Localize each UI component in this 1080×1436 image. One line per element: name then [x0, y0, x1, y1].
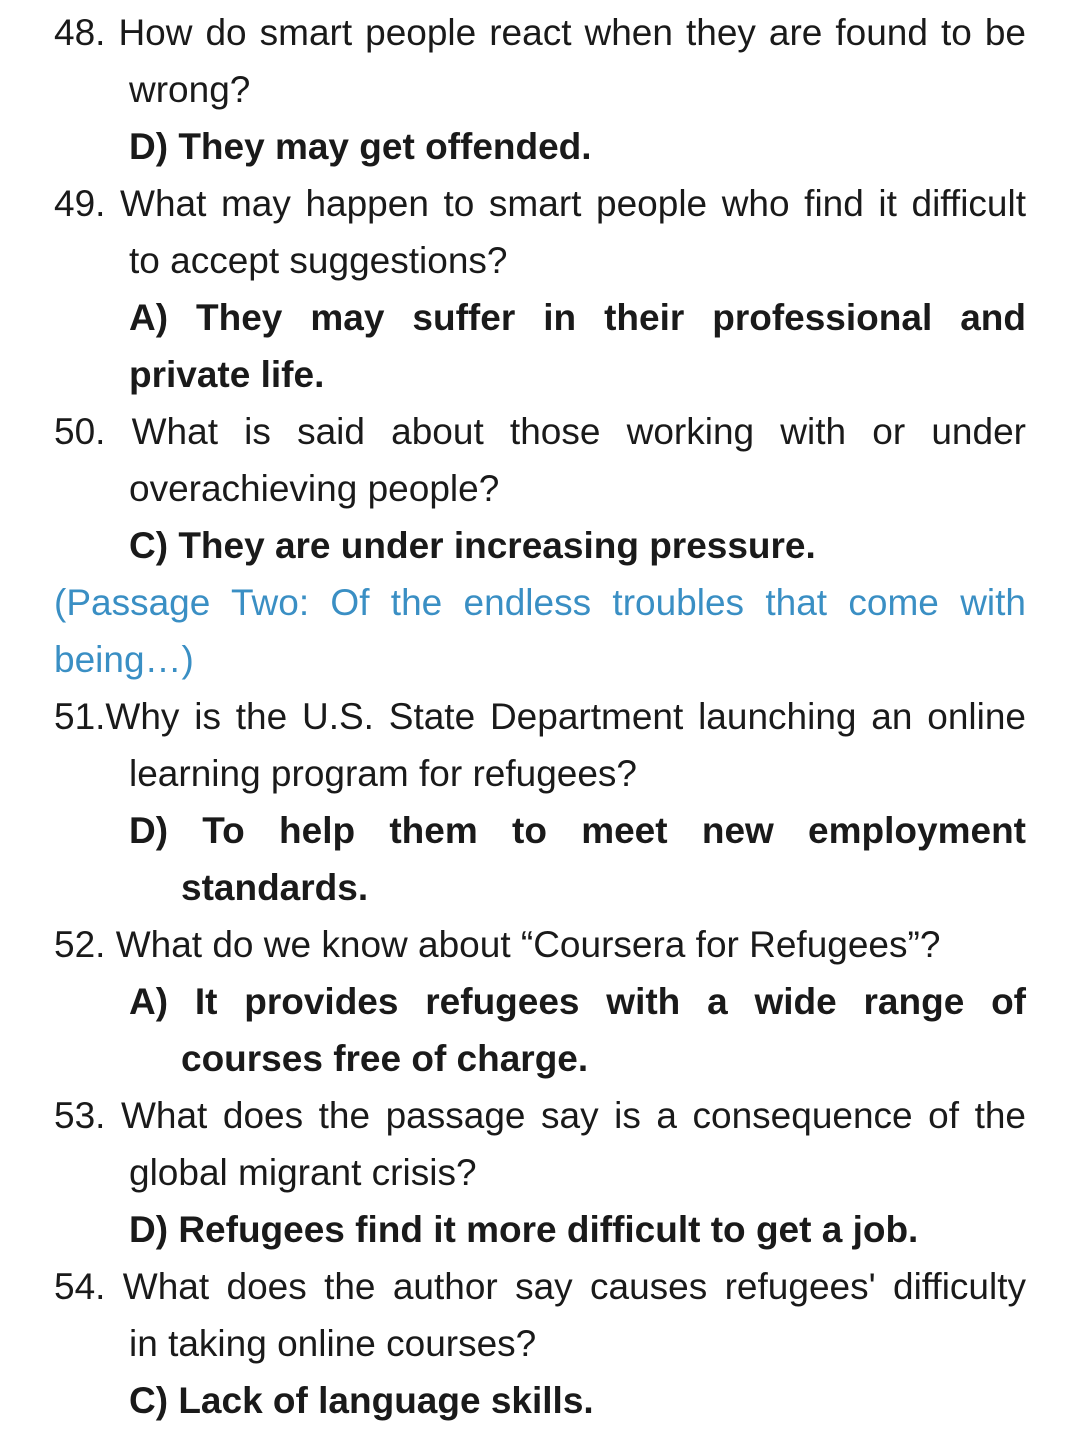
question-53-stem-line2: global migrant crisis?: [129, 1152, 477, 1193]
question-52-answer-line2: courses free of charge.: [181, 1038, 589, 1079]
question-52-answer-line1: A) It provides refugees with a wide range of: [129, 981, 1026, 1022]
question-50-answer: C) They are under increasing pressure.: [129, 525, 816, 566]
passage-two-heading-line1: (Passage Two: Of the endless troubles that come with: [54, 582, 1026, 623]
question-51-stem-line1: 51.Why is the U.S. State Department launching an online: [54, 696, 1026, 737]
question-51-stem-line2: learning program for refugees?: [129, 753, 638, 794]
question-49-stem-line2: to accept suggestions?: [129, 240, 508, 281]
question-50-stem-line2: overachieving people?: [129, 468, 500, 509]
question-53-stem-line1: 53. What does the passage say is a consequence of the: [54, 1095, 1026, 1136]
question-53-answer: D) Refugees find it more difficult to get a job.: [129, 1209, 919, 1250]
question-50-stem-line1: 50. What is said about those working with or under: [54, 411, 1026, 452]
question-54-stem-line2: in taking online courses?: [129, 1323, 537, 1364]
question-51-answer-line2: standards.: [181, 867, 369, 908]
question-48-answer: D) They may get offended.: [129, 126, 592, 167]
question-49-answer-line1: A) They may suffer in their professional and: [129, 297, 1026, 338]
question-48-stem-line2: wrong?: [129, 69, 251, 110]
question-54-answer: C) Lack of language skills.: [129, 1380, 594, 1421]
question-49-stem-line1: 49. What may happen to smart people who find it difficult: [54, 183, 1026, 224]
question-49-answer-line2: private life.: [129, 354, 325, 395]
question-48-stem-line1: 48. How do smart people react when they are found to be: [54, 12, 1026, 53]
question-51-answer-line1: D) To help them to meet new employment: [129, 810, 1026, 851]
question-52-stem-line1: 52. What do we know about “Coursera for Refugees”?: [54, 924, 941, 965]
question-54-stem-line1: 54. What does the author say causes refugees' difficulty: [54, 1266, 1026, 1307]
passage-two-heading-line2: being…): [54, 639, 194, 680]
